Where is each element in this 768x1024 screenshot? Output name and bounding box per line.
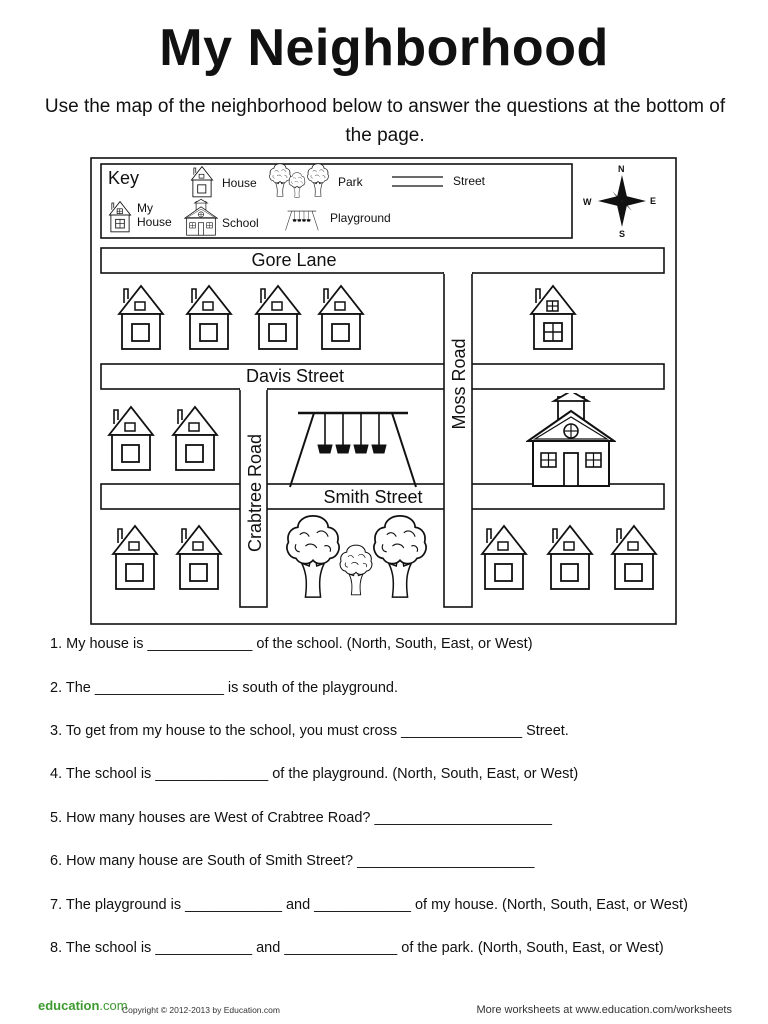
- question-3: 3. To get from my house to the school, you must cross _______________ Street.: [50, 723, 569, 739]
- question-2: 2. The ________________ is south of the playground.: [50, 680, 399, 696]
- street-label-gore: Gore Lane: [251, 250, 337, 270]
- street-label-davis: Davis Street: [245, 366, 345, 386]
- street-label-moss: Moss Road: [449, 338, 469, 430]
- question-6: 6. How many house are South of Smith Street? ______________________: [50, 853, 535, 869]
- instructions: Use the map of the neighborhood below to answer the questions at the bottom of the page.: [44, 96, 726, 146]
- compass-e: E: [650, 196, 657, 206]
- question-4: 4. The school is ______________ of the playground. (North, South, East, or West): [50, 766, 579, 782]
- key-my-house-line2: House: [137, 215, 172, 229]
- key-park-label: Park: [338, 175, 363, 189]
- key-heading: Key: [108, 168, 140, 188]
- logo-suffix: .com: [99, 998, 128, 1013]
- education-logo: [38, 998, 128, 1013]
- key-house-label: House: [222, 176, 257, 190]
- key-street-label: Street: [453, 174, 486, 188]
- page-title: My Neighborhood: [159, 19, 609, 77]
- street-label-smith: Smith Street: [323, 487, 423, 507]
- street-davis: [101, 364, 664, 389]
- key-my-house-line1: My: [137, 201, 153, 215]
- map-key: [101, 164, 572, 238]
- compass-n: N: [618, 164, 625, 174]
- street-label-crabtree: Crabtree Road: [245, 433, 265, 553]
- question-8: 8. The school is ____________ and ______________ of the park. (North, South, East, or West): [50, 940, 664, 956]
- logo-text: education: [38, 998, 100, 1013]
- key-school-label: School: [222, 216, 259, 230]
- question-5: 5. How many houses are West of Crabtree Road? ______________________: [50, 810, 552, 826]
- street-moss-road: [444, 273, 472, 607]
- compass-s: S: [619, 229, 626, 239]
- key-playground-label: Playground: [330, 211, 391, 225]
- question-7: 7. The playground is ____________ and ____________ of my house. (North, South, East, or West): [50, 897, 688, 913]
- question-1: 1. My house is _____________ of the school. (North, South, East, or West): [50, 636, 533, 652]
- copyright: Copyright © 2012-2013 by Education.com: [122, 1005, 280, 1015]
- more-worksheets-link[interactable]: More worksheets at www.education.com/worksheets: [476, 1004, 732, 1016]
- street-gore-lane: [101, 248, 664, 273]
- compass-w: W: [583, 197, 592, 207]
